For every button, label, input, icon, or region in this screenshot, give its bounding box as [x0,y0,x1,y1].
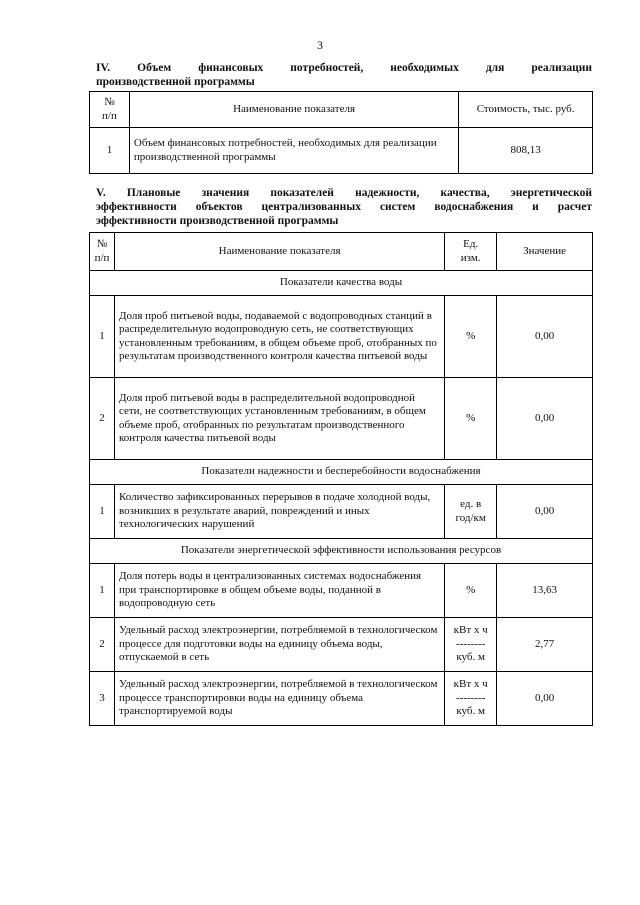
row-value: 0,00 [497,296,593,378]
row-unit [445,618,497,672]
row-unit-line2: год/км [455,511,486,524]
table-row [90,672,593,726]
row-unit-line3: куб. м [456,651,485,664]
row-unit-line2: -------- [456,691,486,704]
table-row [90,618,593,672]
group-title: Показатели качества воды [90,271,593,296]
header-num-line2: п/п [102,109,117,122]
row-unit [445,564,497,618]
group-title: Показатели надежности и бесперебойности водоснабжения [90,460,593,485]
group-title: Показатели энергетической эффективности использования ресурсов [90,539,593,564]
table-row [90,128,593,174]
header-num-line1: № [104,96,115,108]
row-unit [445,485,497,539]
header-num-line2: п/п [94,251,110,264]
row-name: Доля проб питьевой воды, подаваемой с водопроводных станций в распределительную водопроводную сеть, не соответствующих установленным требованиям, в общем объеме проб, отобранных по результатам производственного контроля качества питьевой воды [114,296,444,378]
table-header-row [90,233,593,271]
row-value: 0,00 [497,485,593,539]
header-cost: Стоимость, тыс. руб. [459,92,593,128]
row-unit-line3: куб. м [456,705,485,718]
row-value: 2,77 [497,618,593,672]
row-name: Удельный расход электроэнергии, потребляемой в технологическом процессе транспортировки воды на единицу объема транспортируемой воды [114,672,444,726]
row-unit-line1: кВт х ч [453,624,488,637]
header-unit [445,233,497,271]
group-title-row [90,271,593,296]
row-num: 2 [90,378,115,460]
section-v-heading-line3: эффективности производственной программы [96,215,339,227]
section-iv-heading-line1: IV. Объем финансовых потребностей, необходимых для реализации [96,62,592,74]
table-row [90,485,593,539]
section-v-heading [96,186,592,228]
row-value: 0,00 [497,672,593,726]
row-unit-line2: -------- [456,637,486,650]
row-num: 2 [90,618,115,672]
group-title-row [90,460,593,485]
row-num: 1 [90,564,115,618]
table-row [90,564,593,618]
indicators-table [89,232,593,726]
row-num: 1 [90,128,130,174]
row-value: 0,00 [497,378,593,460]
row-name: Доля потерь воды в централизованных системах водоснабжения при транспортировке в общем объеме воды, поданной в водопроводную сеть [114,564,444,618]
financial-needs-table [89,91,593,174]
row-unit-line1: ед. в [460,498,482,510]
header-num [90,92,130,128]
header-name: Наименование показателя [129,92,458,128]
row-value: 13,63 [497,564,593,618]
row-value: 808,13 [459,128,593,174]
section-iv-heading [96,61,592,89]
row-name: Доля проб питьевой воды в распределительной водопроводной сети, не соответствующих установленным требованиям, в общем объеме проб, отобранных по результатам производственного контроля качества питьевой воды [114,378,444,460]
section-iv-heading-line2: производственной программы [96,76,255,88]
header-unit-line1: Ед. [463,238,479,250]
header-num [90,233,115,271]
table-row [90,378,593,460]
row-unit [445,296,497,378]
page-number: 3 [317,38,323,52]
header-name: Наименование показателя [114,233,444,271]
row-unit-line1: % [466,411,476,424]
row-unit [445,672,497,726]
section-v-heading-line1: V. Плановые значения показателей надежности, качества, энергетической [96,187,592,199]
table-header-row [90,92,593,128]
header-unit-line2: изм. [460,251,481,264]
section-v-heading-line2: эффективности объектов централизованных систем водоснабжения и расчет [96,201,592,213]
row-num: 1 [90,485,115,539]
row-name: Объем финансовых потребностей, необходимых для реализации производственной программы [129,128,458,174]
row-num: 3 [90,672,115,726]
header-num-line1: № [96,238,108,250]
row-unit-line1: % [466,329,476,342]
row-unit [445,378,497,460]
table-row [90,296,593,378]
header-value: Значение [497,233,593,271]
row-num: 1 [90,296,115,378]
row-unit-line1: % [466,583,476,596]
row-unit-line1: кВт х ч [453,678,488,691]
group-title-row [90,539,593,564]
row-name: Количество зафиксированных перерывов в подаче холодной воды, возникших в результате аварий, повреждений и иных технологических нарушений [114,485,444,539]
row-name: Удельный расход электроэнергии, потребляемой в технологическом процессе для подготовки воды на единицу объема воды, отпускаемой в сеть [114,618,444,672]
